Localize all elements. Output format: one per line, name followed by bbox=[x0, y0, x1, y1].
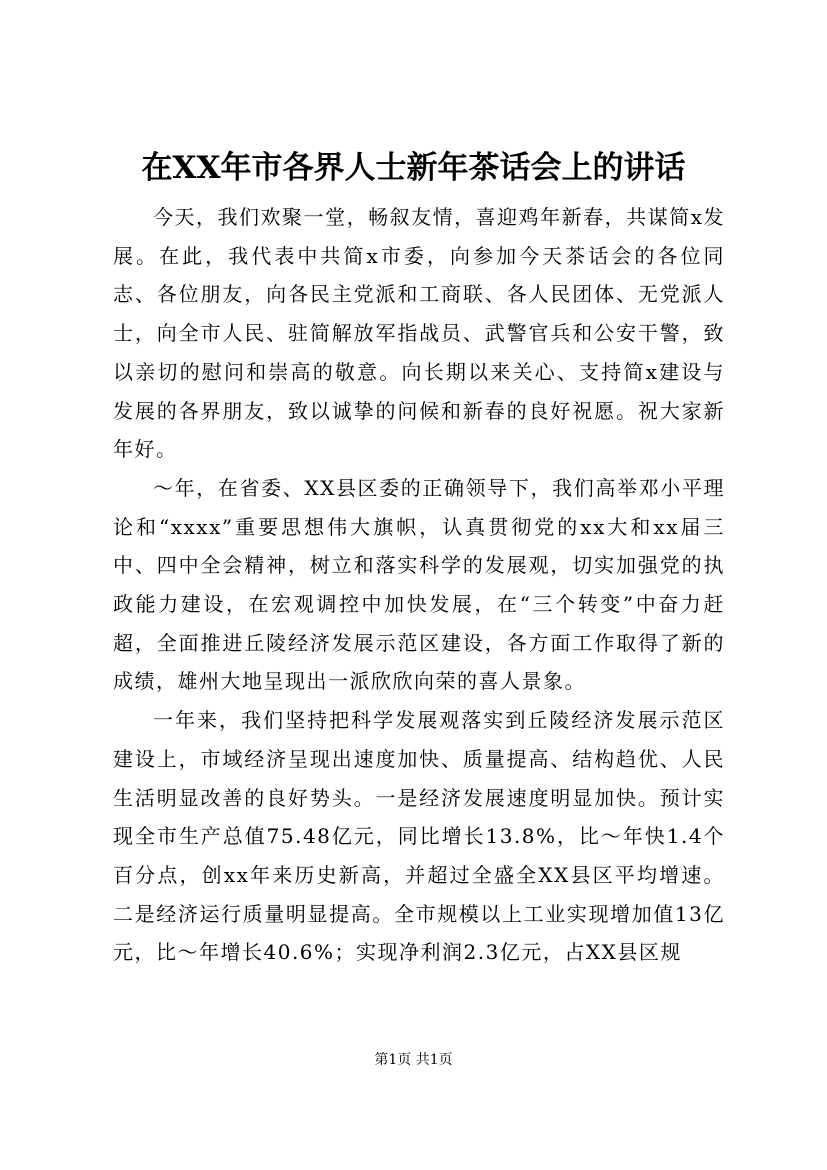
paragraph-1: 今天，我们欢聚一堂，畅叙友情，喜迎鸡年新春，共谋简x发展。在此，我代表中共简x市委，向参加今天茶话会的各位同志、各位朋友，向各民主党派和工商联、各人民团体、无党派人士，向全市人民、驻简解放军指战员、武警官兵和公安干警，致以亲切的慰问和崇高的敬意。向长期以来关心、支持简x建设与发展的各界朋友，致以诚挚的问候和新春的良好祝愿。祝大家新年好。 bbox=[113, 205, 725, 462]
paragraph-2: ～年，在省委、XX县区委的正确领导下，我们高举邓小平理论和“xxxx”重要思想伟大旗帜，认真贯彻党的xx大和xx届三中、四中全会精神，树立和落实科学的发展观，切实加强党的执政能力建设，在宏观调控中加快发展，在“三个转变”中奋力赶超，全面推进丘陵经济发展示范区建设，各方面工作取得了新的成绩，雄州大地呈现出一派欣欣向荣的喜人景象。 bbox=[113, 475, 725, 694]
document-title: 在XX年市各界人士新年茶话会上的讲话 bbox=[141, 150, 686, 186]
document-body bbox=[113, 198, 725, 972]
paragraph-3: 一年来，我们坚持把科学发展观落实到丘陵经济发展示范区建设上，市域经济呈现出速度加快、质量提高、结构趋优、人民生活明显改善的良好势头。一是经济发展速度明显加快。预计实现全市生产总值75.48亿元，同比增长13.8%，比～年快1.4个百分点，创xx年来历史新高，并超过全盛全XX县区平均增速。二是经济运行质量明显提高。全市规模以上工业实现增加值13亿元，比～年增长40.6%；实现净利润2.3亿元，占XX县区规 bbox=[113, 708, 725, 965]
page-footer: 第1页 共1页 bbox=[374, 1052, 453, 1068]
